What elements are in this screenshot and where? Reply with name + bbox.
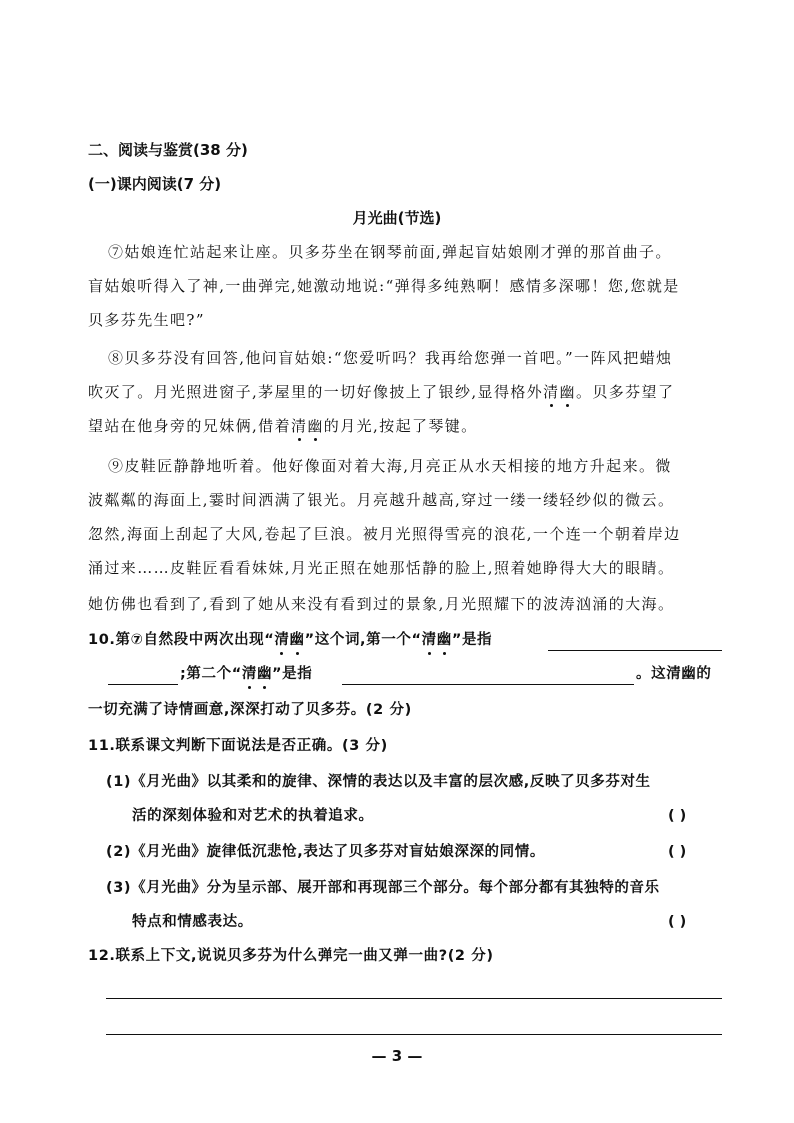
emphasis-dot-char: 清 — [290, 417, 308, 435]
emphasis-dot-char: 幽 — [289, 632, 305, 648]
q10-emphasis-word-2 — [422, 632, 452, 648]
emphasis-dot-char: 幽 — [256, 666, 273, 682]
q11-item-2-line-1: (2)《月光曲》旋律低沉悲怆,表达了贝多芬对盲姑娘深深的同情。 — [106, 844, 545, 860]
q11-item-3-line-2: 特点和情感表达。 — [132, 914, 253, 930]
section-heading: 二、阅读与鉴赏(38 分) — [88, 141, 248, 159]
emphasis-dot-char: 清 — [241, 666, 257, 682]
question-10-line-3: 一切充满了诗情画意,深深打动了贝多芬。(2 分) — [88, 702, 412, 718]
passage-p8-line-2-text: 吹灭了。月光照进窗子,茅屋里的一切好像披上了银纱,显得格外 — [88, 383, 544, 401]
question-10-line-1 — [88, 630, 492, 650]
passage-p8-line-2 — [88, 382, 674, 402]
q11-item-1-answer-box[interactable]: ( ) — [668, 808, 687, 824]
q11-item-2-answer-box[interactable]: ( ) — [668, 844, 687, 860]
passage-p9-line-2: 波粼粼的海面上,霎时间洒满了银光。月亮越升越高,穿过一缕一缕轻纱似的微云。 — [88, 491, 675, 509]
emphasis-dot-char: 清 — [274, 632, 290, 648]
q10-text-a: 10.第⑦自然段中两次出现“ — [88, 632, 275, 648]
q11-item-1-line-1: (1)《月光曲》以其柔和的旋律、深情的表达以及丰富的层次感,反映了贝多芬对生 — [106, 774, 651, 790]
q10-answer-blank-1a[interactable] — [548, 650, 722, 651]
q11-item-3-line-1: (3)《月光曲》分为呈示部、展开部和再现部三个部分。每个部分都有其独特的音乐 — [106, 880, 660, 896]
question-10-line-2-tail: 。这清幽的 — [636, 666, 712, 682]
passage-p7-line-3: 贝多芬先生吧?” — [88, 311, 205, 329]
q10-answer-blank-1b[interactable] — [108, 684, 178, 685]
question-12-stem: 12.联系上下文,说说贝多芬为什么弹完一曲又弹一曲?(2 分) — [88, 948, 494, 964]
sub-heading: (一)课内阅读(7 分) — [88, 175, 222, 193]
passage-p8-line-3 — [88, 416, 478, 436]
passage-p8-line-3-tail: 的月光,按起了琴键。 — [323, 417, 478, 435]
question-10-line-2 — [180, 664, 312, 684]
emphasis-dot-char: 幽 — [436, 632, 452, 648]
emphasis-dot-char: 幽 — [559, 383, 576, 401]
passage-p9-line-5: 她仿佛也看到了,看到了她从来没有看到过的景象,月光照耀下的波涛汹涌的大海。 — [88, 595, 675, 613]
passage-title: 月光曲(节选) — [352, 209, 442, 227]
q12-answer-line-2[interactable] — [106, 1034, 722, 1035]
emphasis-word-qingyou-1 — [543, 383, 576, 401]
passage-p9-line-4: 涌过来……皮鞋匠看看妹妹,月光正照在她那恬静的脸上,照着她睁得大大的眼睛。 — [88, 559, 675, 577]
passage-p8-line-1: ⑧贝多芬没有回答,他问盲姑娘:“您爱听吗？我再给您弹一首吧。”一阵风把蜡烛 — [108, 349, 673, 367]
emphasis-dot-char: 清 — [421, 632, 437, 648]
passage-p8-line-2-tail: 。贝多芬望了 — [575, 383, 675, 401]
page-number: — 3 — — [371, 1047, 423, 1065]
q11-item-1-line-2: 活的深刻体验和对艺术的执着追求。 — [132, 808, 374, 824]
question-11-stem: 11.联系课文判断下面说法是否正确。(3 分) — [88, 738, 388, 754]
q10-emphasis-word-1 — [274, 632, 304, 648]
q12-answer-line-1[interactable] — [106, 998, 722, 999]
emphasis-dot-char: 幽 — [307, 417, 324, 435]
q10-text-d: ;第二个“ — [180, 666, 242, 682]
passage-p7-line-1: ⑦姑娘连忙站起来让座。贝多芬坐在钢琴前面,弹起盲姑娘刚才弹的那首曲子。 — [108, 243, 672, 261]
passage-p9-line-1: ⑨皮鞋匠静静地听着。他好像面对着大海,月亮正从水天相接的地方升起来。微 — [108, 457, 672, 475]
q10-text-b: ”这个词,第一个“ — [304, 632, 422, 648]
passage-p8-line-3-text: 望站在他身旁的兄妹俩,借着 — [88, 417, 291, 435]
q10-text-e: ”是指 — [272, 666, 313, 682]
emphasis-dot-char: 清 — [543, 383, 560, 401]
q10-text-c: ”是指 — [451, 632, 493, 648]
passage-p9-line-3: 忽然,海面上刮起了大风,卷起了巨浪。被月光照得雪亮的浪花,一个连一个朝着岸边 — [88, 525, 681, 543]
emphasis-word-qingyou-2 — [291, 417, 324, 435]
q10-emphasis-word-3 — [242, 666, 272, 682]
q11-item-3-answer-box[interactable]: ( ) — [668, 914, 687, 930]
passage-p7-line-2: 盲姑娘听得入了神,一曲弹完,她激动地说:“弹得多纯熟啊！感情多深哪！您,您就是 — [88, 277, 680, 295]
q10-answer-blank-2[interactable] — [342, 684, 634, 685]
